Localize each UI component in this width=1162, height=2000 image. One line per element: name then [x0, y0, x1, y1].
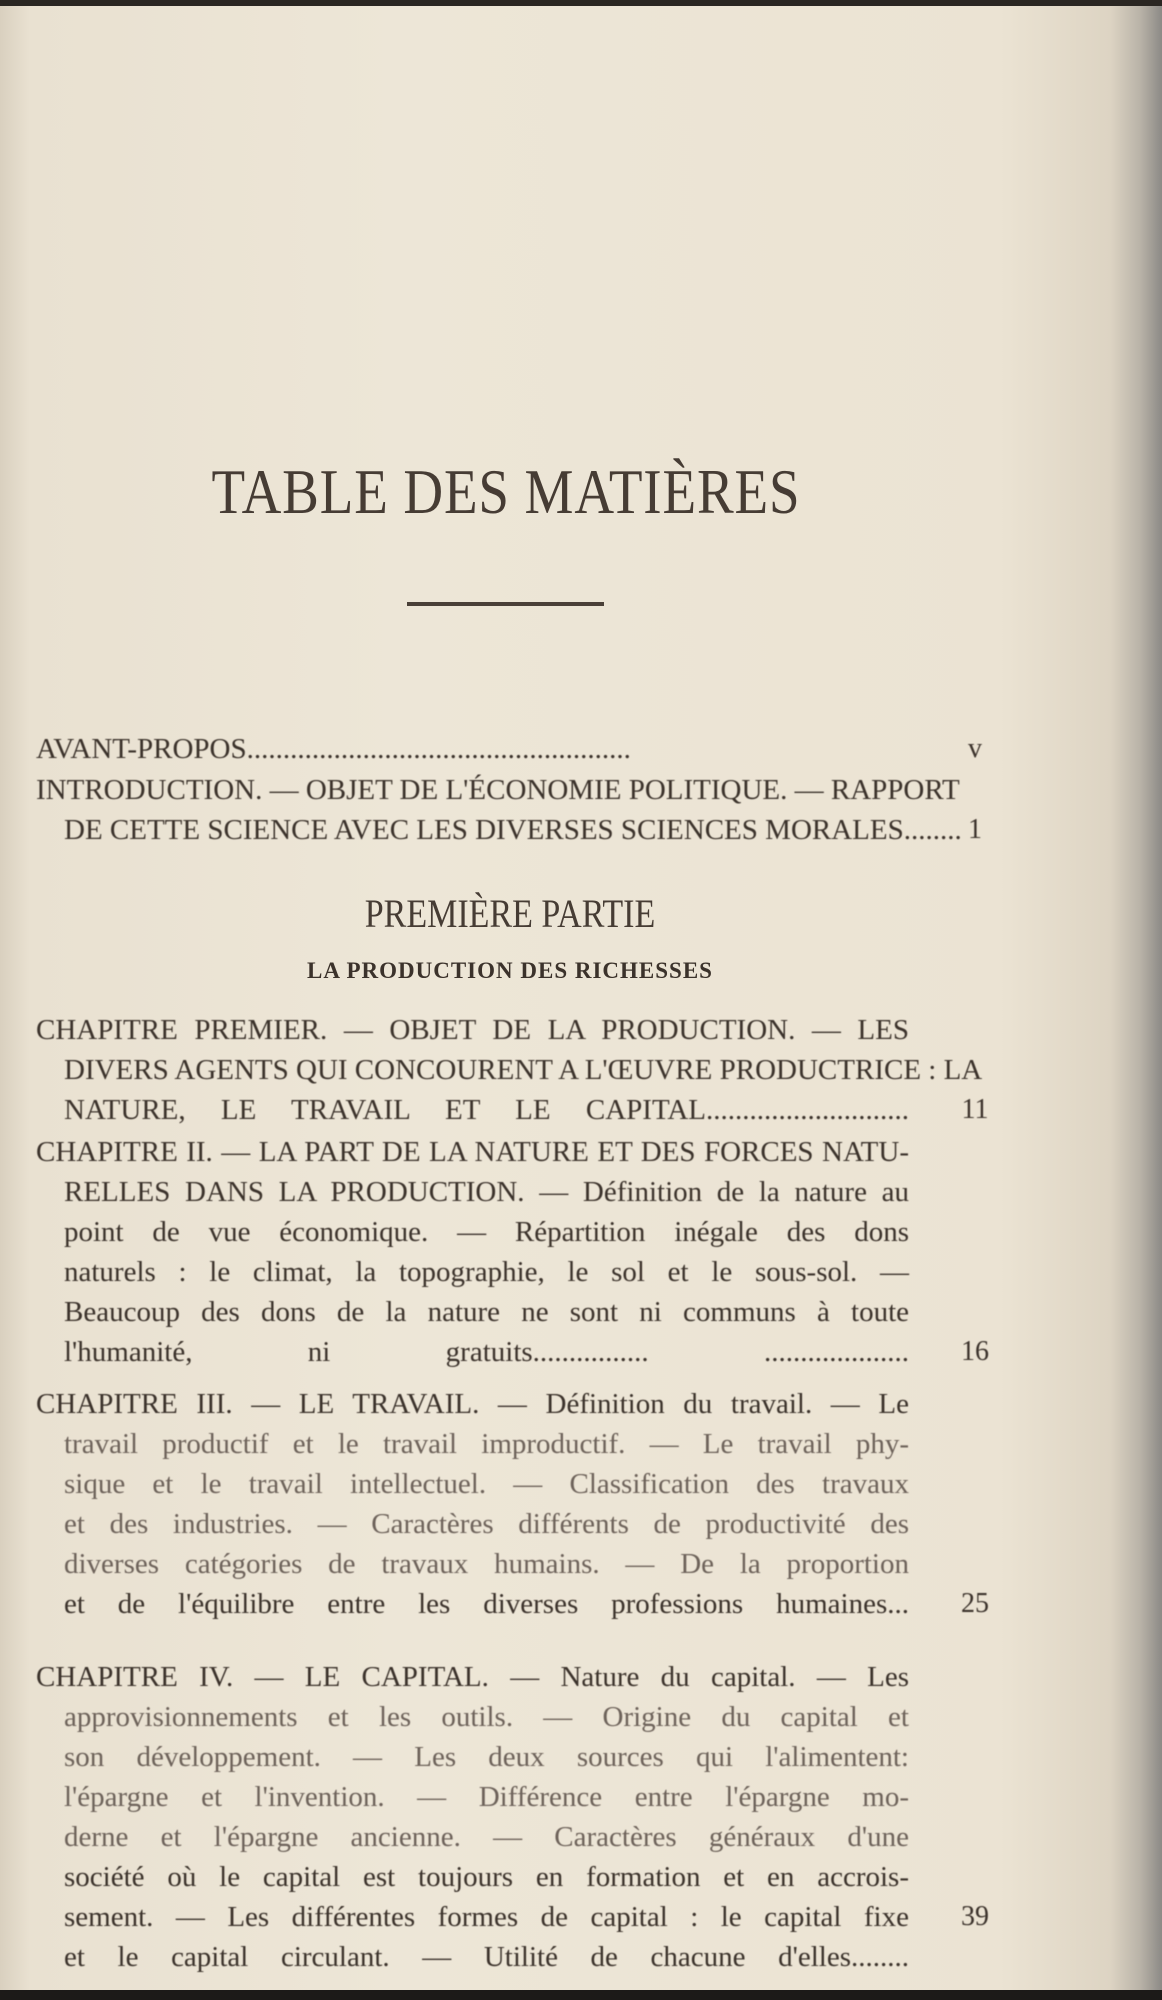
- toc-entry-line: CHAPITRE PREMIER. — OBJET DE LA PRODUCTION. — LES: [36, 1014, 909, 1046]
- toc-entry-line: DIVERS AGENTS QUI CONCOURENT A L'ŒUVRE PRODUCTRICE : LA: [64, 1054, 983, 1086]
- page-number: 25: [961, 1588, 989, 1619]
- toc-entry-line: son développement. — Les deux sources qui l'alimentent:: [64, 1741, 909, 1773]
- page-number: 39: [961, 1901, 989, 1932]
- toc-entry-line: CHAPITRE III. — LE TRAVAIL. — Définition du travail. — Le: [36, 1388, 909, 1420]
- toc-entry-line: diverses catégories de travaux humains. — De la proportion: [64, 1548, 909, 1580]
- toc-entry-line: Beaucoup des dons de la nature ne sont ni communs à toute: [64, 1296, 909, 1328]
- toc-entry-line: derne et l'épargne ancienne. — Caractères généraux d'une: [64, 1821, 909, 1853]
- page-number: v: [968, 733, 982, 764]
- toc-entry-line: naturels : le climat, la topographie, le sol et le sous-sol. —: [64, 1256, 909, 1288]
- page-number: 16: [961, 1336, 989, 1367]
- toc-entry-line: sique et le travail intellectuel. — Classification des travaux: [64, 1468, 909, 1500]
- title-rule: [407, 602, 604, 606]
- page-number: 11: [961, 1094, 989, 1125]
- page-title: TABLE DES MATIÈRES: [211, 456, 801, 527]
- toc-entry-line: DE CETTE SCIENCE AVEC LES DIVERSES SCIENCES MORALES........: [64, 814, 962, 846]
- photo-top-edge: [0, 0, 1162, 6]
- toc-entry-line: et de l'équilibre entre les diverses professions humaines...: [64, 1588, 909, 1620]
- toc-entry-line: INTRODUCTION. — OBJET DE L'ÉCONOMIE POLITIQUE. — RAPPORT: [36, 774, 960, 806]
- toc-entry-line: approvisionnements et les outils. — Origine du capital et: [64, 1701, 909, 1733]
- toc-entry-line: et des industries. — Caractères différents de productivité des: [64, 1508, 909, 1540]
- toc-entry-line: CHAPITRE II. — LA PART DE LA NATURE ET DES FORCES NATU-: [36, 1136, 909, 1168]
- toc-entry-line: travail productif et le travail improductif. — Le travail phy-: [64, 1428, 909, 1460]
- part-title: PREMIÈRE PARTIE: [364, 891, 656, 936]
- toc-entry-line: CHAPITRE IV. — LE CAPITAL. — Nature du capital. — Les: [36, 1661, 909, 1693]
- part-subtitle: LA PRODUCTION DES RICHESSES: [307, 958, 713, 983]
- toc-entry-line: et le capital circulant. — Utilité de chacune d'elles........: [64, 1941, 909, 1973]
- toc-entry-line: l'épargne et l'invention. — Différence entre l'épargne mo-: [64, 1781, 909, 1813]
- toc-entry-line: AVANT-PROPOS.....................................................: [36, 733, 631, 765]
- photo-bottom-edge: [0, 1990, 1162, 2000]
- toc-entry-line: RELLES DANS LA PRODUCTION. — Définition de la nature au: [64, 1176, 909, 1208]
- toc-entry-line: l'humanité, ni gratuits................ ....................: [64, 1336, 909, 1368]
- toc-entry-line: sement. — Les différentes formes de capital : le capital fixe: [64, 1901, 909, 1933]
- toc-entry-line: point de vue économique. — Répartition inégale des dons: [64, 1216, 909, 1248]
- toc-entry-line: société où le capital est toujours en formation et en accrois-: [64, 1861, 909, 1893]
- toc-entry-line: NATURE, LE TRAVAIL ET LE CAPITAL............................: [64, 1094, 909, 1126]
- page-number: 1: [968, 814, 982, 845]
